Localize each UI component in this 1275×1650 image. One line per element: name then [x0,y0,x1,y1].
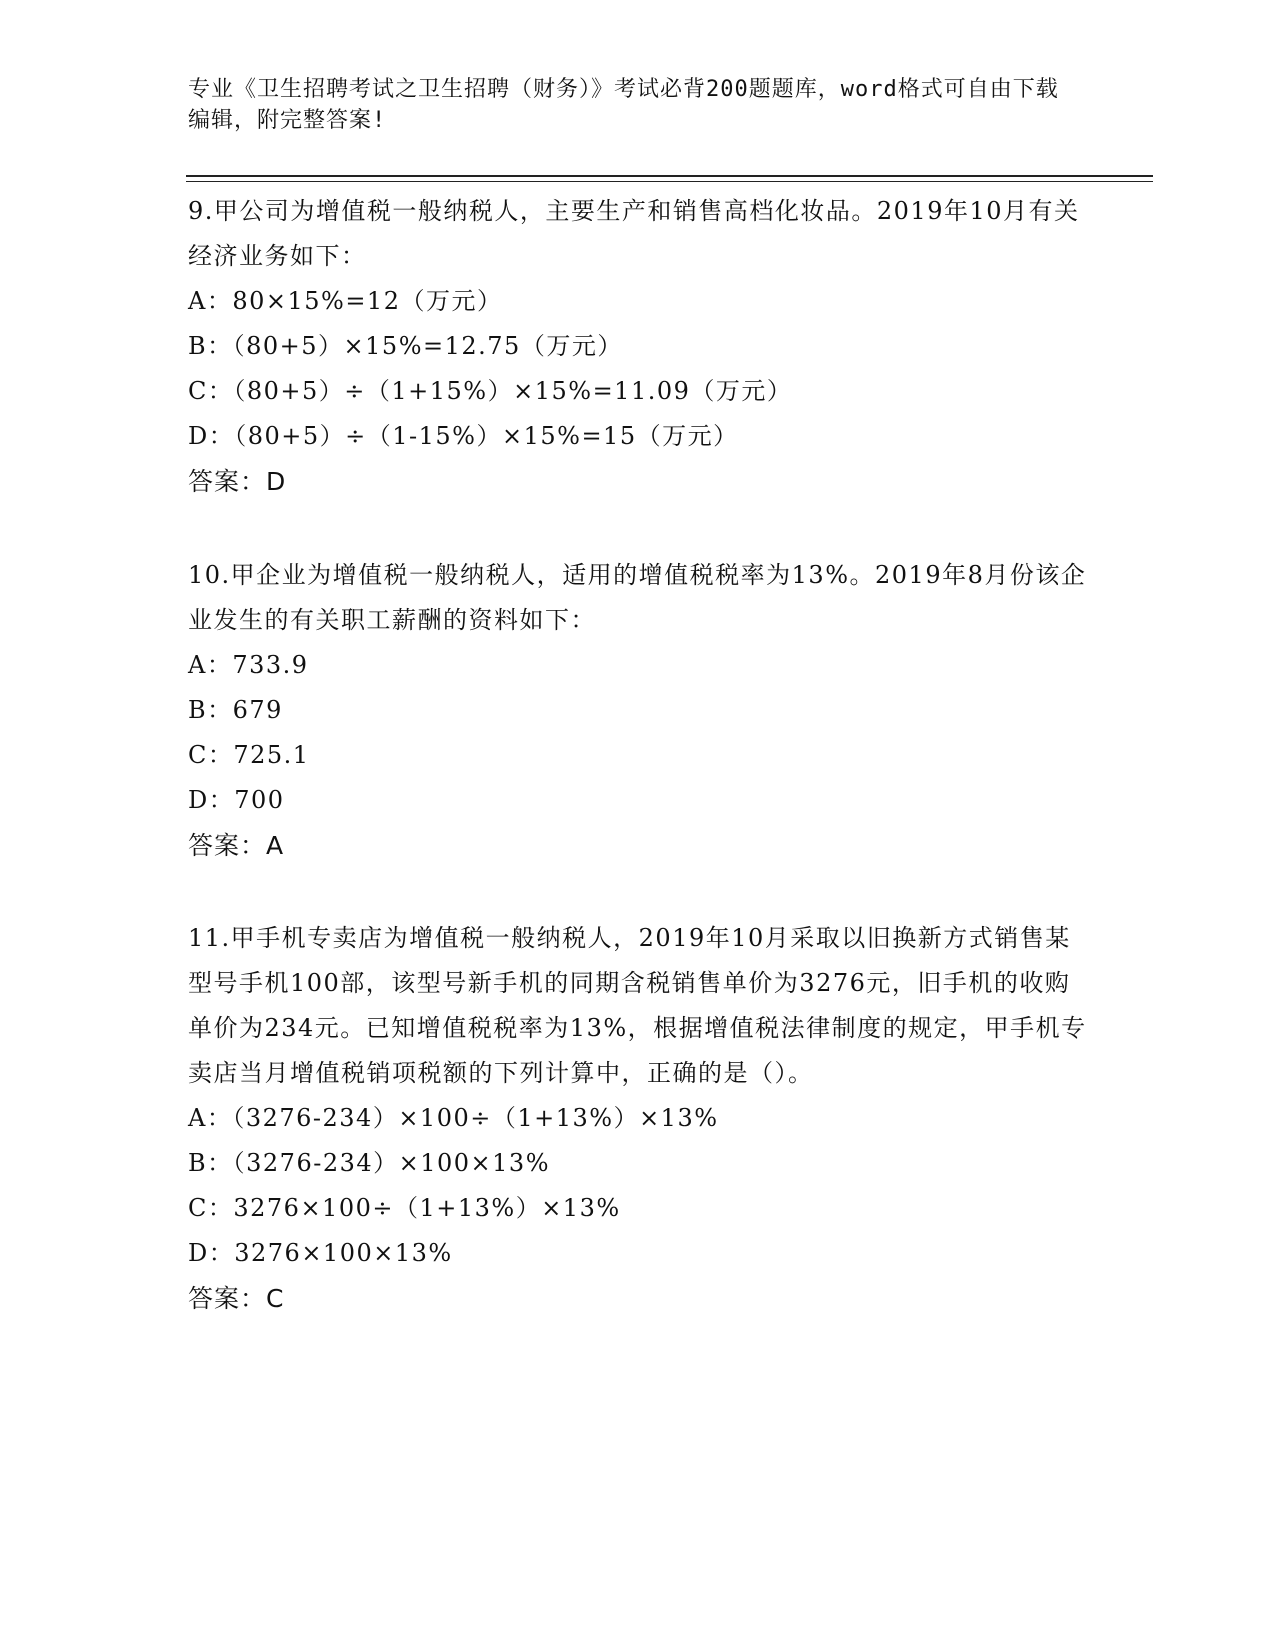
question-stem: 10.甲企业为增值税一般纳税人，适用的增值税税率为13%。2019年8月份该企业发生的有关职工薪酬的资料如下： [188,561,1087,634]
question-stem: 11.甲手机专卖店为增值税一般纳税人，2019年10月采取以旧换新方式销售某型号手机100部，该型号新手机的同期含税销售单价为3276元，旧手机的收购单价为234元。已知增值税税率为13%，根据增值税法律制度的规定，甲手机专卖店当月增值税销项税额的下列计算中，正确的是（）。 [188,924,1087,1087]
option-c: C：725.1 [188,741,310,769]
option-d: D：700 [188,786,285,814]
option-c: C：（80+5）÷（1+15%）×15%=11.09（万元） [188,377,793,405]
answer-line: 答案：C [188,1284,285,1313]
option-d: D：（80+5）÷（1-15%）×15%=15（万元） [188,422,739,450]
question-9 [188,189,1088,504]
answer-line: 答案：A [188,831,285,860]
header-divider-thick [186,175,1153,177]
option-b: B：679 [188,696,283,724]
header-divider-thin [186,181,1153,182]
answer-line: 答案：D [188,467,287,496]
option-a: A：（3276-234）×100÷（1+13%）×13% [188,1104,719,1132]
option-d: D：3276×100×13% [188,1239,453,1267]
option-b: B：（80+5）×15%=12.75（万元） [188,332,623,360]
question-10 [188,553,1088,868]
option-b: B：（3276-234）×100×13% [188,1149,551,1177]
question-11 [188,916,1088,1321]
option-a: A：80×15%=12（万元） [188,287,503,315]
option-a: A：733.9 [188,651,309,679]
question-stem: 9.甲公司为增值税一般纳税人，主要生产和销售高档化妆品。2019年10月有关经济业务如下： [188,197,1080,270]
document-header: 专业《卫生招聘考试之卫生招聘（财务）》考试必背200题题库，word格式可自由下载编辑，附完整答案! [188,77,1059,133]
option-c: C：3276×100÷（1+13%）×13% [188,1194,621,1222]
